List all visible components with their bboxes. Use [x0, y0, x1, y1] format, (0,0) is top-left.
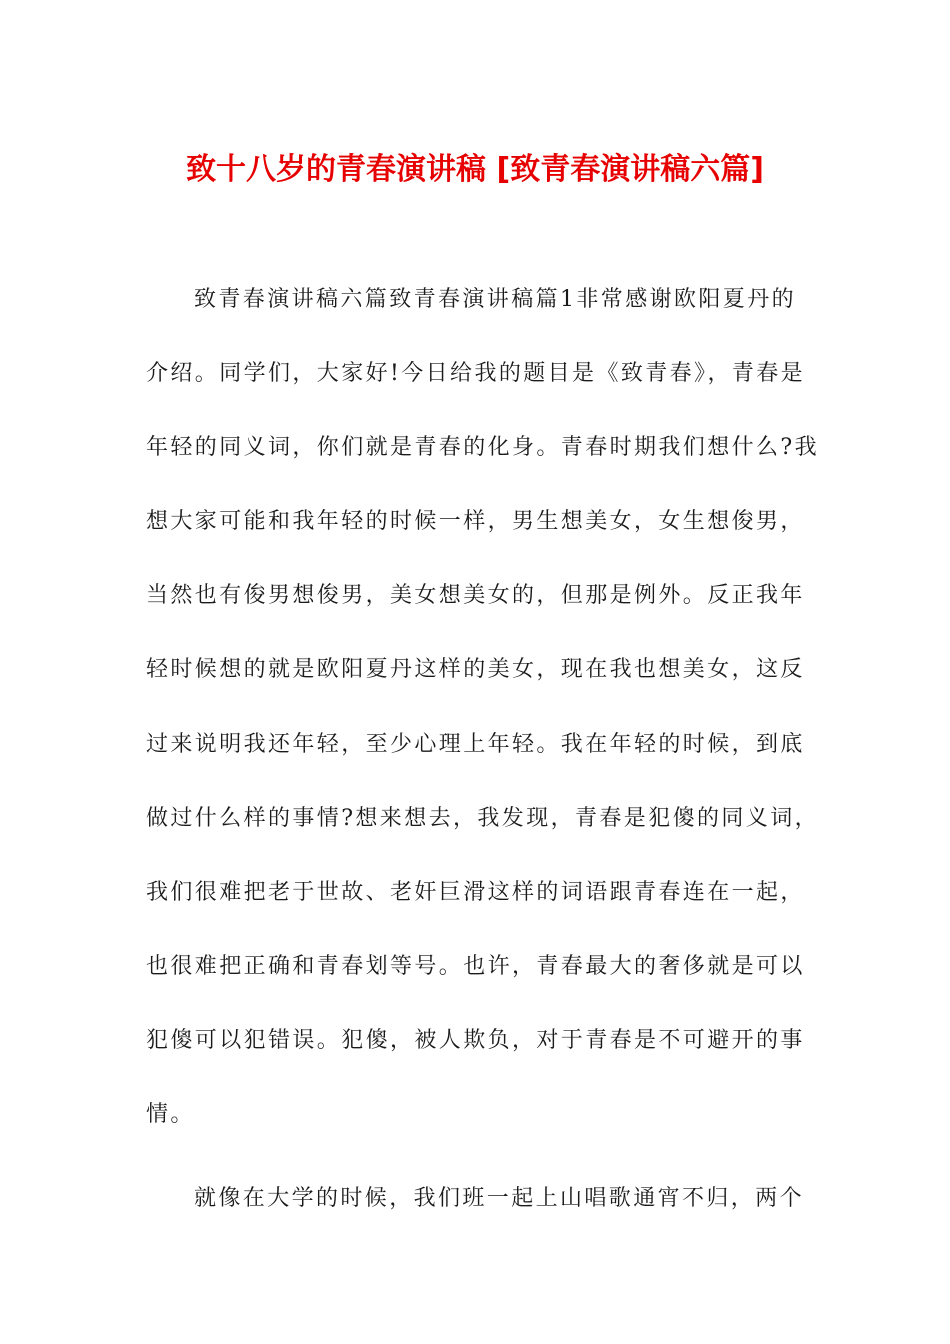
paragraph-line: 也很难把正确和青春划等号。也许，青春最大的奢侈就是可以 [146, 954, 805, 979]
paragraph-line: 做过什么样的事情?想来想去，我发现，青春是犯傻的同义词， [146, 806, 819, 831]
paragraph-line: 就像在大学的时候，我们班一起上山唱歌通宵不归，两个 [194, 1186, 805, 1211]
paragraph-line: 当然也有俊男想俊男，美女想美女的，但那是例外。反正我年 [146, 583, 805, 608]
paragraph-line: 我们很难把老于世故、老奸巨滑这样的词语跟青春连在一起， [146, 880, 805, 905]
paragraph-line: 介绍。同学们，大家好!今日给我的题目是《致青春》，青春是 [146, 361, 806, 386]
paragraph-line: 致青春演讲稿六篇致青春演讲稿篇1非常感谢欧阳夏丹的 [194, 287, 796, 312]
paragraph-line: 想大家可能和我年轻的时候一样，男生想美女，女生想俊男， [146, 509, 805, 534]
document-title: 致十八岁的青春演讲稿 [致青春演讲稿六篇] [186, 152, 764, 187]
paragraph-line: 年轻的同义词，你们就是青春的化身。青春时期我们想什么?我 [146, 435, 819, 460]
paragraph-line: 情。 [146, 1102, 195, 1127]
paragraph-line: 过来说明我还年轻，至少心理上年轻。我在年轻的时候，到底 [146, 732, 805, 757]
paragraph-line: 轻时候想的就是欧阳夏丹这样的美女，现在我也想美女，这反 [146, 657, 805, 682]
paragraph-line: 犯傻可以犯错误。犯傻，被人欺负，对于青春是不可避开的事 [146, 1028, 805, 1053]
